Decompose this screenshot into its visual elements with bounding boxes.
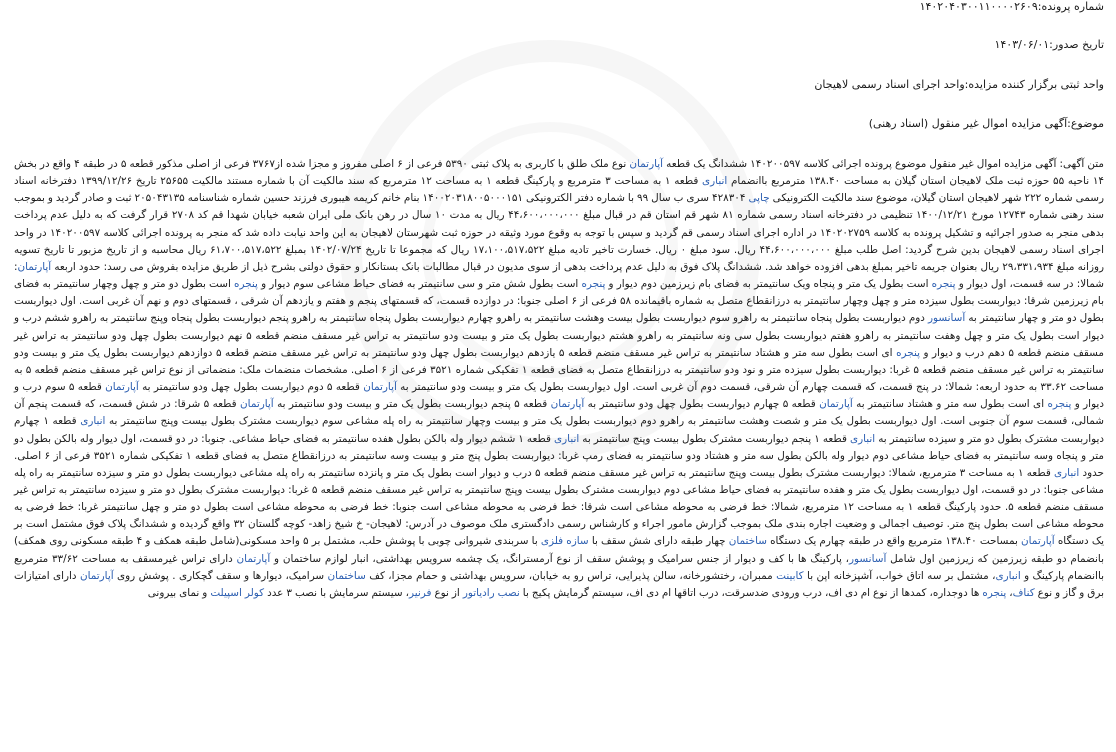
body-segment: قطعه ۱ پنجم دیواربست مشترک بطول بیست وپنج سانتیمتر به [579, 432, 850, 445]
issue-date: تاریخ صدور:۱۴۰۳/۰۶/۰۱ [994, 38, 1104, 51]
highlighted-term: سازه فلزی [540, 535, 589, 548]
body-segment: ممبران، رختشورخانه، سالن پذیرایی، تراس رو به خیابان، سرویس بهداشتی و حمام مجزا، کف [365, 569, 777, 582]
highlighted-term: چاپی [748, 192, 770, 205]
body-segment: دارای امتیازات برق و گاز و نوع [14, 569, 1104, 599]
body-segment: ، پارکینگ ها با کف و دیوار از جنس سرامیک و پوشش سقف از نوع آرمسترانگ، یک چشمه سرویس بهداشتی، انبار لوازم ساختمان و [270, 552, 850, 565]
highlighted-term: کابینت [776, 569, 804, 582]
body-segment: قطعه ۱ چهارم دیواربست مشترک بطول دو متر و سیزده سانتیمتر به [14, 415, 1104, 445]
highlighted-term: کولر اسپیلت [210, 586, 265, 599]
body-segment: قطعه ۵ شرقا: در شش قسمت، که قسمت پنجم آن شمالی، قسمت سوم آن جنوبی است. اول دیواربست بطول یک متر و شصت وهشت سانتیمتر به راهرو دوم دیواربست بطول یک متر و بیست وچهار سانتیمتر به راه پله مشاعی سوم دیواربست مشترک بطول بیست وپنج سانتیمتر به [14, 398, 1104, 428]
body-segment: قطعه ۵ سوم درب و دیوار و [14, 381, 1104, 411]
highlighted-term: آپارتمان [1021, 535, 1055, 548]
body-segment: چهار طبقه دارای شش سقف با [588, 535, 729, 548]
highlighted-term: انباری [1054, 466, 1080, 479]
body-segment: نوع ملک طلق با کاربری به پلاک ثبتی ۵۳۹۰ فرعی از ۶ اصلی مفروز و مجزا شده از۳۷۶۷ فرعی از اصلی مذکور قطعه ۵ در طبقه ۴ واقع در بخش ۱۴ ناحیه ۵۵ حوزه ثبت ملک لاهیجان استان گیلان به مساحت ۱۳۸.۴۰ مترمربع باانضمام [14, 158, 1104, 188]
body-segment: بمساحت ۱۳۸.۴۰ مترمربع واقع در طبقه چهارم یک دستگاه [766, 535, 1022, 548]
notice-subject: موضوع:آگهی مزایده اموال غیر منقول (اسناد رهنی) [868, 117, 1104, 130]
highlighted-term: آپارتمان [550, 398, 585, 411]
body-segment: : شمالا: در سه قسمت، اول دیوار و [14, 260, 1104, 291]
highlighted-term: آپارتمان [79, 569, 114, 582]
highlighted-term: پنجره [581, 278, 606, 291]
highlighted-term: ساختمان [327, 569, 366, 582]
body-segment: ۴۲۸۳۰۴ سری ب سال ۹۹ با شماره دفتر الکترونیکی ۱۴۰۰۲۰۳۱۸۰۰۵۰۰۰۱۵۱ بنام خانم کریمه هیبوری فرزند حسین شماره شناسنامه ۲۰۵۰۴۳۱۳۵ ثبت و صادر گردید و بموجب سند رهنی شماره ۱۲۷۴۳ مورخ ۱۴۰۰/۱۲/۲۱ تنظیمی در دفترخانه اسناد رسمی شماره ۸۱ شهر قم استان قم در قبال مبلغ ۴۴،۶۰۰،۰۰۰،۰۰۰ ریال به مدت ۱۰ سال در رهن بانک ملی ایران شعبه خیابان شهدا قم کد ۲۷۰۸ قرار گرفت که به دلیل عدم پرداخت بدهی منجر به صدور اجرائیه و تشکیل پرونده به کلاسه ۱۴۰۲۰۲۷۵۹ در اداره اجرای اسناد رسمی قم گردید و سپس با توجه به وقوع مورد وثیقه در حوزه ثبت شهرستان لاهیجان به این واحد نیابت داده شد که منجر به پرونده اجرائی کلاسه ۱۴۰۲۰۰۵۹۷ در واحد اجرای اسناد رسمی لاهیجان بدین شرح گردید: اصل طلب مبلغ ۴۴،۶۰۰،۰۰۰،۰۰۰ ریال. سود مبلغ ۰ ریال. خسارت تاخیر تادیه مبلغ ۱۷،۱۰۰،۵۱۷،۵۲۲ ریال که مجموعا تا تاریخ ۱۴۰۲/۰۷/۲۴ بمبلغ ۶۱،۷۰۰،۵۱۷،۵۲۲ ریال محاسبه و از تاریخ مزبور تا تاریخ تسویه روزانه مبلغ ۲۹،۳۳۱،۹۳۴ ریال بعنوان جریمه تاخیر بمبلغ بدهی افزوده خواهد شد. ششدانگ پلاک فوق به دلیل عدم پرداخت بدهی از سوی مدیون در قبال مطالبات بانک بستانکار و حقوق دولتی بشرح ذیل از طریق مزایده بفروش می رسد: حدود اربعه [14, 192, 1105, 273]
body-segment: از نوع [431, 586, 463, 599]
highlighted-term: انباری [554, 432, 580, 445]
body-segment: قطعه ۵ دوم دیواربست بطول چهل ودو سانتیمتر به [138, 381, 364, 394]
highlighted-term: آسانسور [849, 552, 887, 565]
file-number: شماره پرونده:۱۴۰۲۰۴۰۳۰۰۱۱۰۰۰۰۲۶۰۹ [919, 0, 1104, 13]
highlighted-term: ساختمان [728, 535, 767, 548]
body-segment: قطعه ۵ پنجم دیواربست بطول یک متر و بیست ودو سانتیمتر به [273, 398, 551, 411]
body-segment: ای است بطول سه متر و هشتاد سانتیمتر به تراس غیر مسقف منضم قطعه ۵ یازدهم دیواربست بطول چهل ودو سانتیمتر به تراس غیر مسقف منضم قطعه ۵ دوازدهم دیواربست بطول یک متر و بیست ودو سانتیمتر به تراس غیر مسقف منضم قطعه ۵ غربا: دیواربست بطول سیزده متر و نود ودو سانتیمتر به درزانقطاع متصل به فضای قطعه ۱ تفکیکی شماره ۳۵۲۱ فرعی از ۶ اصلی. مشخصات منضمات ملک: منضماتی از نوع تراس غیر مسقف منضم قطعه ۵ به مساحت ۳۳.۶۲ به حدود اربعه: شمالا: در پنج قسمت، که قسمت چهارم آن شرقی، قسمت دوم آن غربی است. اول دیواربست بطول یک متر و بیست ودو سانتیمتر به [14, 346, 1104, 394]
body-segment: قطعه ۱ به مساحت ۳ مترمربع، شمالا: دیواربست مشترک بطول بیست وپنج سانتیمتر به تراس غیر مسقف منضم قطعه ۵ درب و دیوار است بطول یک متر و پانزده سانتیمتر به راه پله مشاعی دیواربست بطول دو متر و سیزده سانتیمتر به راه پله مشاعی جنوبا: در دو قسمت، اول دیواربست بطول یک متر و هفده سانتیمتر به فضای حیاط مشاعی دوم دیواربست مشترک بطول بیست وپنج سانتیمتر به تراس غیر مسقف منضم قطعه ۵ غربا: دیواربست مشترک بطول دو متر و سیزده سانتیمتر به تراس غیر مسقف منضم قطعه ۵. حدود پارکینگ قطعه ۱ به مساحت ۱۲ مترمربع، شمالا: خط فرضی به محوطه مشاعی است شرقا: خط فرضی به محوطه مشاعی است جنوبا: خط فرضی به محوطه مشاعی است بطول دو متر و چهل سانتیمتر غربا: خط فرضی به محوطه مشاعی است بطول پنج متر. توصیف اجمالی و وضعیت اجاره بندی ملک بموجب گزارش مامور اجراء و کارشناس رسمی دادگستری ملک موصوف در آدرس: لاهیجان- خ شیخ زاهد- کوچه گلستان ۳۲ واقع گردیده و ششدانگ پلاک فوق مشتمل است بر یک دستگاه [14, 466, 1105, 548]
body-segment: ، مشتمل بر سه اتاق خواب، آشپزخانه اپن با [803, 569, 996, 582]
body-segment: ، سیستم سرمایش با نصب ۳ عدد [264, 586, 409, 599]
highlighted-term: انباری [995, 569, 1021, 582]
notice-body-text [14, 156, 1104, 602]
highlighted-term: آپارتمان [240, 398, 274, 411]
body-segment: است بطول یک متر و پنجاه ویک سانتیمتر به فضای بام زیرزمین دوم دیوار و [605, 278, 932, 291]
body-segment: ، [1006, 586, 1013, 599]
highlighted-term: پنجره [931, 278, 956, 291]
body-segment: سرامیک، دیوارها و سقف گچکاری . پوشش روی [113, 569, 328, 582]
highlighted-term: آپارتمان [236, 552, 271, 565]
body-segment: دارای تراس غیرمسقف به مساحت ۳۳/۶۲ مترمربع باانضمام پارکینگ و [14, 552, 1105, 582]
highlighted-term: کناف [1012, 586, 1035, 599]
highlighted-term: آپارتمان [17, 260, 52, 273]
highlighted-term: پنجره [896, 346, 920, 359]
highlighted-term: انباری [702, 175, 728, 188]
highlighted-term: انباری [80, 415, 106, 428]
highlighted-term: فرنیر [408, 586, 432, 599]
highlighted-term: نصب رادیاتور [462, 586, 520, 599]
highlighted-term: آسانسور [927, 312, 966, 325]
highlighted-term: آپارتمان [819, 398, 853, 411]
highlighted-term: پنجره [234, 278, 258, 291]
highlighted-term: آپارتمان [629, 158, 664, 170]
highlighted-term: انباری [849, 432, 876, 445]
highlighted-term: پنجره [1047, 398, 1072, 411]
body-segment: است بطول دو متر و چهل وچهار سانتیمتر به فضای بام زیرزمین شرقا: دیواربست بطول سیزده متر و چهل وچهار سانتیمتر به درزانقطاع متصل به شماره باقیمانده ۵۸ فرعی از ۶ اصلی جنوبا: در دوازده قسمت، که قسمتهای پنجم و هفتم و یازدهم آن شرقی ، قسمتهای دوم و نهم آن غربی است. اول دیواربست بطول دو متر و چهار سانتیمتر به [14, 278, 1104, 325]
body-segment: با سربندی شیروانی چوبی با پوشش حلب، مشتمل بر ۵ واحد مسکونی(شامل طبقه همکف و ۴ طبقه مسکونی روی همکف) بانضمام دو طبقه زیرزمین که زیرزمین اول شامل [14, 535, 1104, 565]
highlighted-term: پنجره [982, 586, 1007, 599]
body-segment: است بطول شش متر و سی سانتیمتر به فضای حیاط مشاعی سوم دیوار و [257, 278, 582, 291]
body-segment: قطعه ۵ چهارم دیواربست بطول چهل ودو سانتیمتر به [584, 398, 820, 411]
body-segment: و نمای بیرونی [147, 586, 211, 599]
body-segment: قطعه ۱ ششم دیوار وله بالکن بطول هفده سانتیمتر به فضای حیاط مشاعی. جنوبا: در دو قسمت، اول دیوار وله بالکن بطول دو متر و پنجاه وسه سانتیمتر به فضای حیاط مشاعی دوم دیوار وله بالکن بطول سه متر و هشتاد ودو سانتیمتر به فضای رمپ غربا: دیواربست بطول پنج متر و بیست وسه سانتیمتر به درزانقطاع متصل به فضای قطعه ۱ تفکیکی شماره ۳۵۲۱ فرعی از ۶ اصلی. حدود [14, 432, 1104, 479]
auction-unit: واحد ثبتی برگزار کننده مزایده:واحد اجرای اسناد رسمی لاهیجان [814, 78, 1104, 91]
highlighted-term: آپارتمان [105, 381, 139, 394]
body-segment: ای است بطول سه متر و هشتاد سانتیمتر به [852, 398, 1048, 411]
body-segment: قطعه ۱ به مساحت ۳ مترمربع و پارکینگ قطعه ۱ به مساحت ۱۲ مترمربع که سند مالکیت آن با شماره مستند مالکیت ۲۵۶۵۵ تاریخ ۱۳۹۹/۱۲/۲۶ دفترخانه اسناد رسمی شماره ۲۲۲ شهر لاهیجان استان گیلان، موضوع سند مالکیت الکترونیکی [14, 175, 1104, 205]
body-segment: متن آگهی: آگهی مزایده اموال غیر منقول موضوع پرونده اجرائی کلاسه ۱۴۰۲۰۰۵۹۷ ششدانگ یک قطعه [663, 158, 1104, 170]
highlighted-term: آپارتمان [363, 381, 397, 394]
body-segment: دوم دیواربست بطول پنجاه سانتیمتر به راهرو سوم دیواربست بطول بیست وهشت سانتیمتر به راهرو چهارم دیواربست بطول پنجاه سانتیمتر به راهرو پنجم دیواربست بطول پنجاه وپنج سانتیمتر به راهرو ششم درب و دیوار است بطول یک متر و چهل وهفت سانتیمتر به راهرو هفتم دیواربست بطول سی ونه سانتیمتر به راهرو هشتم دیواربست بطول یک متر و بیست ودو سانتیمتر به تراس غیر مسقف منضم قطعه ۵ نهم دیواربست بطول چهل ودو سانتیمتر به تراس غیر مسقف منضم قطعه ۵ دهم درب و دیوار و [14, 312, 1104, 359]
body-segment: ها دوجداره، کمدها از نوع ام دی اف، درب ورودی ضدسرقت، درب اتاقها ام دی اف، سیستم گرمایش پکیج با [519, 586, 983, 599]
